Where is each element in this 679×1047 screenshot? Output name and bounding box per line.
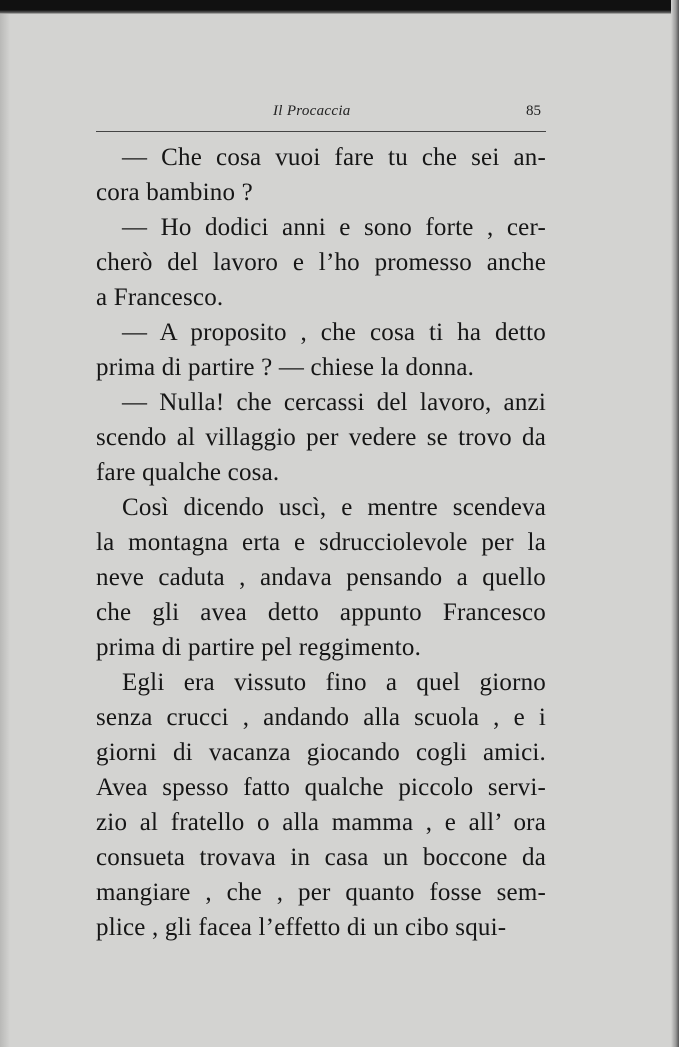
scan-right-edge: [671, 0, 679, 1047]
paragraph: [96, 140, 546, 210]
text-line: la montagna erta e sdrucciolevole per la: [96, 529, 546, 556]
page-left-shadow: [0, 0, 10, 1047]
text-line: Avea spesso fatto qualche piccolo servi-: [96, 774, 546, 801]
text-line: — Ho dodici anni e sono forte , cer-: [122, 214, 546, 241]
text-line: — A proposito , che cosa ti ha detto: [122, 319, 546, 346]
text-line: prima di partire ? — chiese la donna.: [96, 354, 475, 381]
header-rule: [96, 131, 546, 132]
text-line: a Francesco.: [96, 284, 224, 311]
text-line: scendo al villaggio per vedere se trovo da: [96, 424, 546, 451]
running-title: Il Procaccia: [273, 103, 351, 119]
text-line: consueta trovava in casa un boccone da: [96, 844, 546, 871]
scan-top-edge: [0, 0, 679, 14]
text-line: prima di partire pel reggimento.: [96, 634, 422, 661]
text-line: cora bambino ?: [96, 179, 253, 206]
paragraph: [96, 210, 546, 315]
page-number: 85: [526, 103, 541, 119]
body-text: [96, 140, 546, 945]
paragraph: [96, 665, 546, 945]
text-line: Egli era vissuto fino a quel giorno: [122, 669, 546, 696]
paragraph: [96, 315, 546, 385]
text-line: zio al fratello o alla mamma , e all’ ora: [96, 809, 546, 836]
text-line: Così dicendo uscì, e mentre scendeva: [122, 494, 546, 521]
text-line: giorni di vacanza giocando cogli amici.: [96, 739, 546, 766]
text-line: fare qualche cosa.: [96, 459, 280, 486]
text-line: plice , gli facea l’effetto di un cibo squi-: [96, 914, 507, 941]
text-line: neve caduta , andava pensando a quello: [96, 564, 546, 591]
paragraph: [96, 490, 546, 665]
text-line: senza crucci , andando alla scuola , e i: [96, 704, 546, 731]
text-line: che gli avea detto appunto Francesco: [96, 599, 546, 626]
text-line: mangiare , che , per quanto fosse sem-: [96, 879, 546, 906]
text-line: — Che cosa vuoi fare tu che sei an-: [122, 144, 546, 171]
running-head: [96, 103, 543, 125]
paragraph: [96, 385, 546, 490]
text-line: cherò del lavoro e l’ho promesso anche: [96, 249, 546, 276]
text-line: — Nulla! che cercassi del lavoro, anzi: [122, 389, 546, 416]
